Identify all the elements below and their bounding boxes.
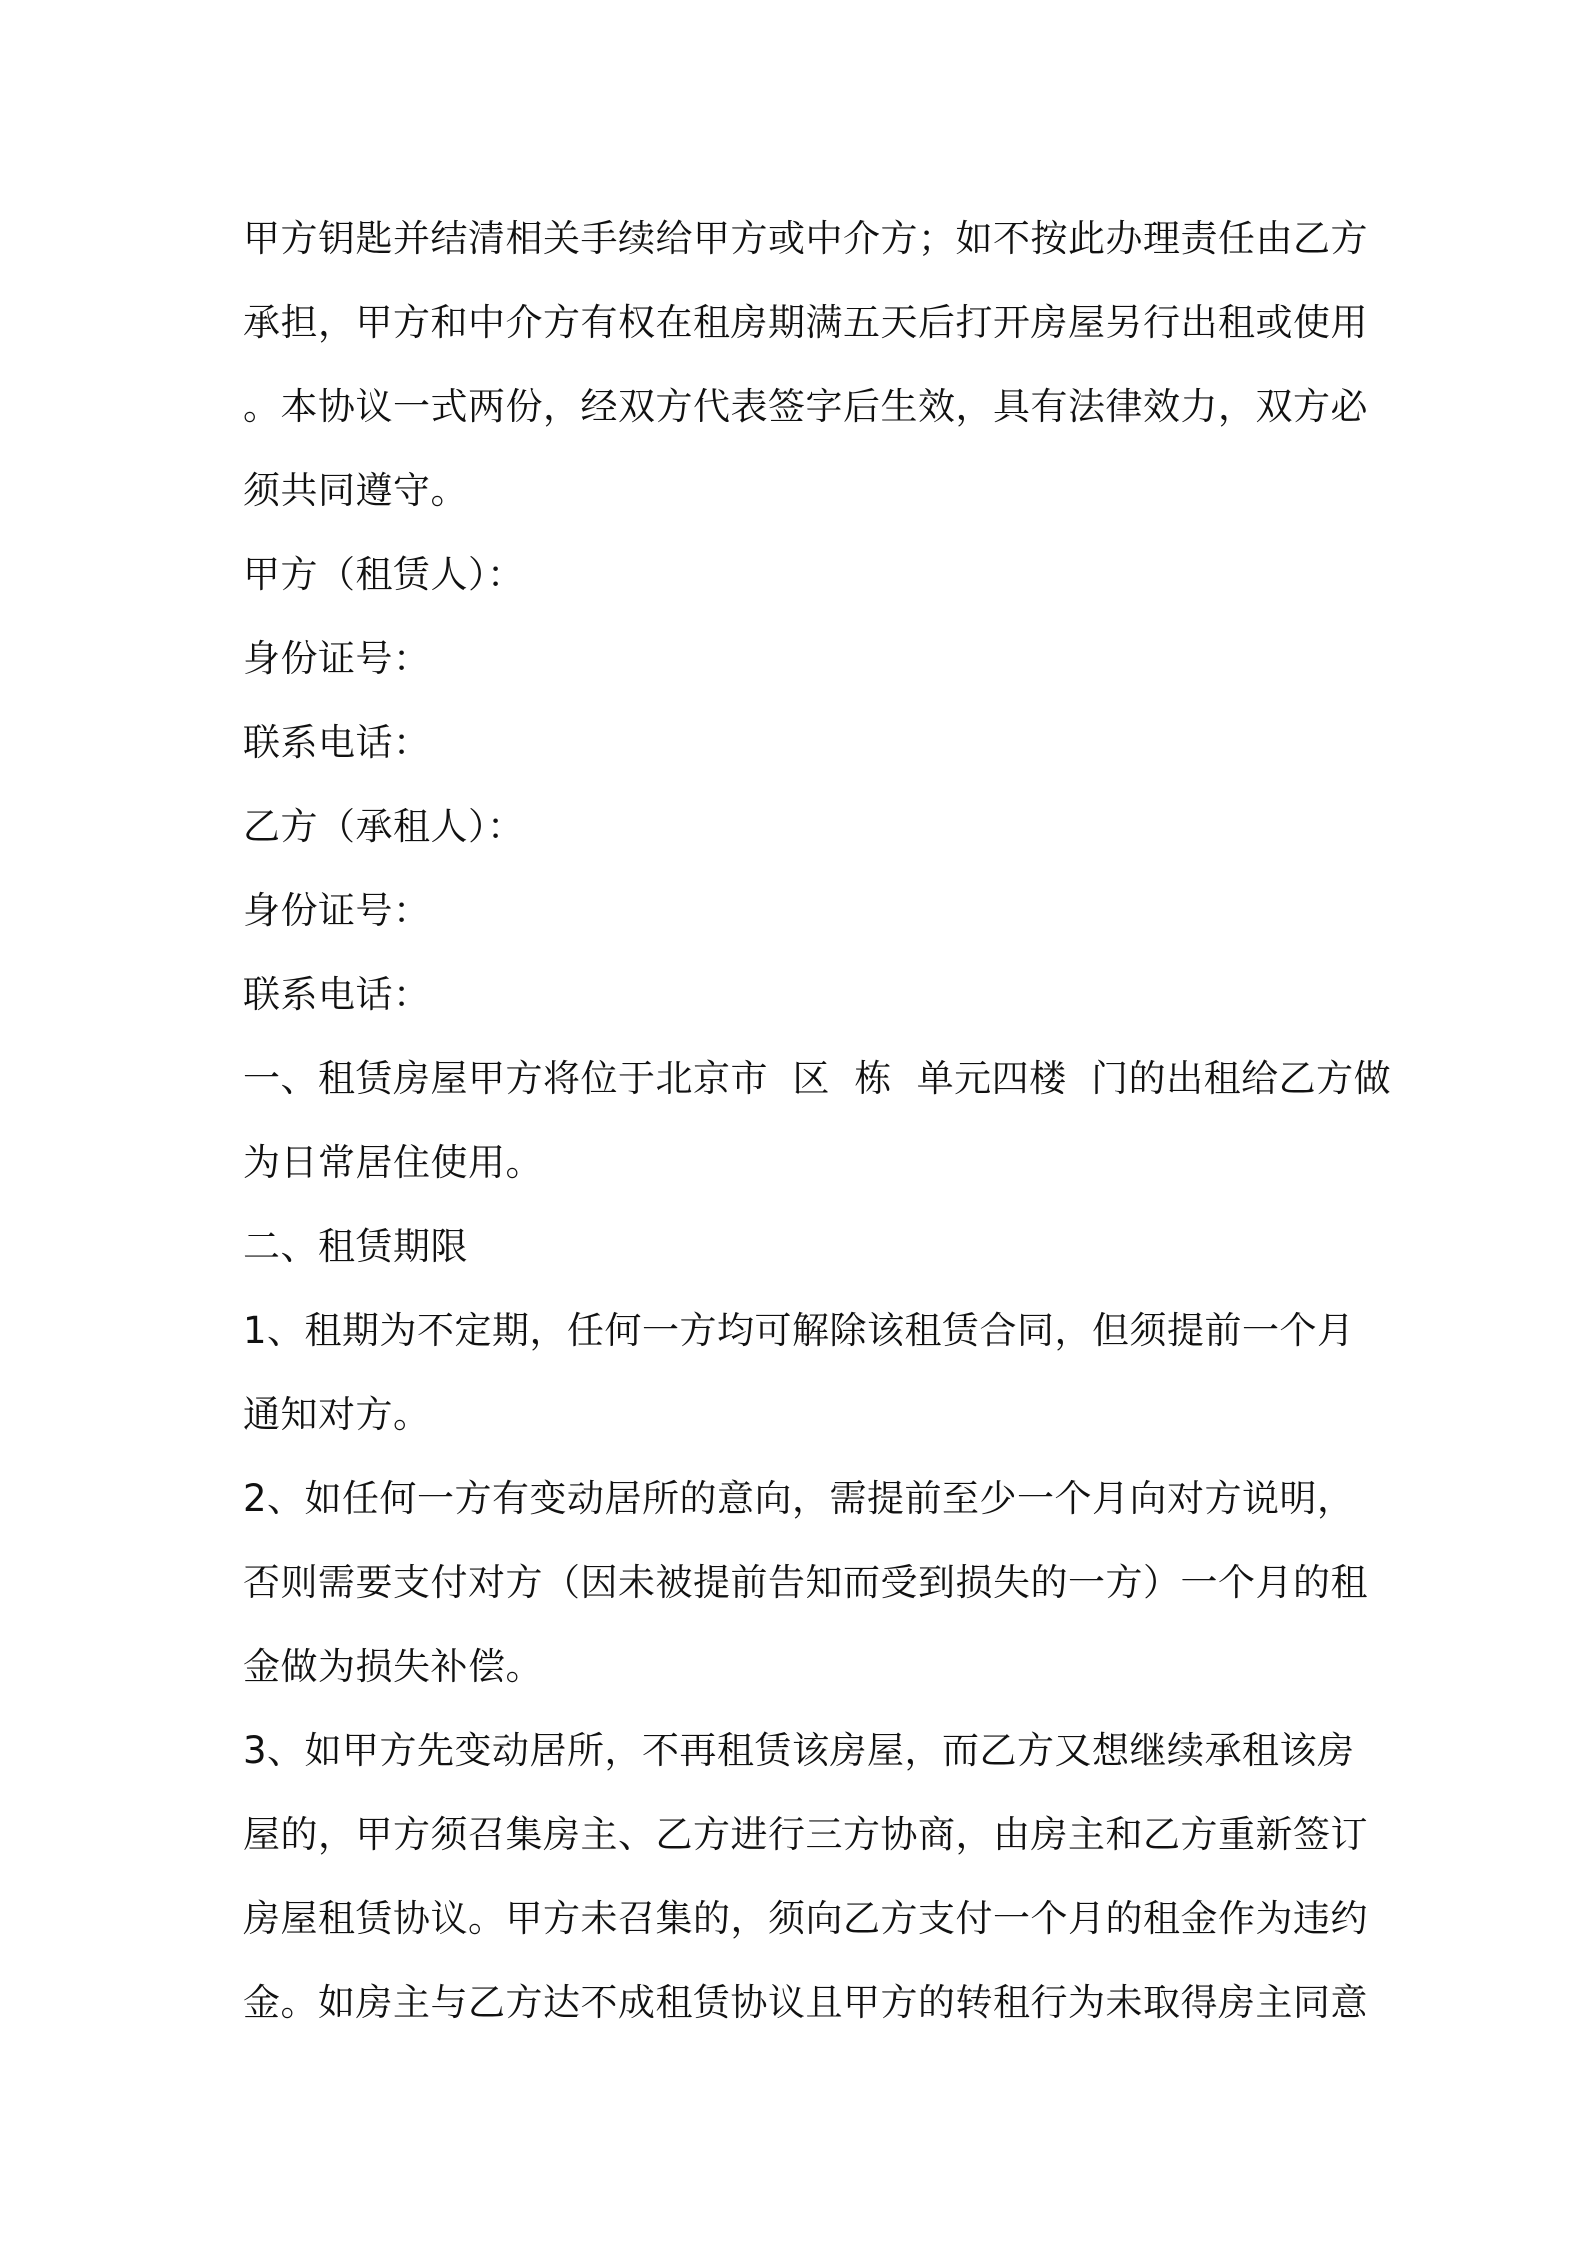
text-line: 甲方钥匙并结清相关手续给甲方或中介方；如不按此办理责任由乙方 [243, 217, 1368, 260]
clause-3-text: 屋的，甲方须召集房主、乙方进行三方协商，由房主和乙方重新签订 [243, 1813, 1368, 1856]
clause-2-text: 金做为损失补偿。 [243, 1645, 543, 1688]
clause-1-text: 通知对方。 [243, 1393, 431, 1436]
text-line: 。本协议一式两份，经双方代表签字后生效，具有法律效力，双方必 [243, 385, 1368, 428]
section-1-text: 一、租赁房屋甲方将位于北京市 区 栋 单元四楼 门的出租给乙方做 [243, 1057, 1392, 1100]
clause-3-text: 房屋租赁协议。甲方未召集的，须向乙方支付一个月的租金作为违约 [243, 1897, 1368, 1940]
document-body [243, 197, 1392, 2045]
lessee-phone-label: 联系电话： [243, 973, 431, 1016]
section-1-text: 为日常居住使用。 [243, 1141, 543, 1184]
clause-1-text: 1、租期为不定期，任何一方均可解除该租赁合同，但须提前一个月 [243, 1309, 1355, 1352]
clause-2-text: 2、如任何一方有变动居所的意向，需提前至少一个月向对方说明， [243, 1477, 1355, 1520]
text-line: 承担，甲方和中介方有权在租房期满五天后打开房屋另行出租或使用 [243, 301, 1368, 344]
lessor-label: 甲方（租赁人）： [243, 553, 525, 596]
section-2-heading: 二、租赁期限 [243, 1225, 468, 1268]
clause-3-text: 金。如房主与乙方达不成租赁协议且甲方的转租行为未取得房主同意 [243, 1981, 1368, 2024]
clause-3-text: 3、如甲方先变动居所，不再租赁该房屋，而乙方又想继续承租该房 [243, 1729, 1355, 1772]
text-line: 须共同遵守。 [243, 469, 468, 512]
clause-2-text: 否则需要支付对方（因未被提前告知而受到损失的一方）一个月的租 [243, 1561, 1368, 1604]
lessor-id-label: 身份证号： [243, 637, 431, 680]
lessee-label: 乙方（承租人）： [243, 805, 525, 848]
lessor-phone-label: 联系电话： [243, 721, 431, 764]
lessee-id-label: 身份证号： [243, 889, 431, 932]
